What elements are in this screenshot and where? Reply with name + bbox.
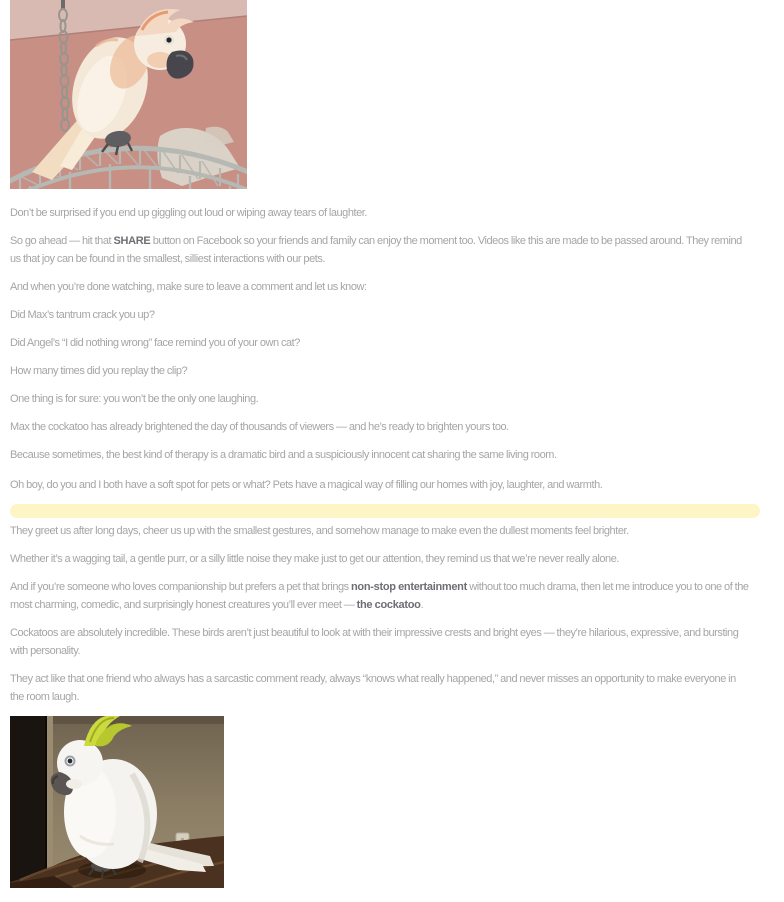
paragraph [10,306,752,324]
body-text: How many times did you replay the clip? [10,365,188,377]
body-text: Did Max’s tantrum crack you up? [10,309,155,321]
body-text: Cockatoos are absolutely incredible. These birds aren’t just beautiful to look at with their impressive crests and bright eyes — they’re hilarious, expressive, and bursting with personality. [10,627,739,657]
body-text: Whether it’s a wagging tail, a gentle purr, or a silly little noise they make just to get our attention, they remind us that we’re never really alone. [10,553,620,565]
body-text: One thing is for sure: you won’t be the only one laughing. [10,393,259,405]
body-text: Don’t be surprised if you end up giggling out loud or wiping away tears of laughter. [10,207,368,219]
paragraph [10,522,752,540]
body-text: button on Facebook so your friends and family can enjoy the moment too. Videos like this are made to be passed around. They remind us that joy can be found in the smallest, silliest interactions with our pets. [10,235,742,265]
paragraph [10,334,752,352]
body-text: So go ahead — hit that [10,235,114,247]
body-text: And if you’re someone who loves companionship but prefers a pet that brings [10,581,352,593]
body-text: Oh boy, do you and I both have a soft spot for pets or what? Pets have a magical way of filling our homes with joy, laughter, and warmth. [10,479,603,491]
paragraph [10,362,752,380]
paragraph [10,550,752,568]
paragraph [10,232,752,268]
emphasis-text: non-stop entertainment [351,581,467,593]
emphasis-text: the cockatoo [356,599,421,611]
body-text: . [420,599,424,611]
body-text: They greet us after long days, cheer us up with the smallest gestures, and somehow manage to make even the dullest moments feel brighter. [10,525,629,537]
moluccan-cockatoo-illustration [10,0,247,189]
body-text: And when you’re done watching, make sure to leave a comment and let us know: [10,281,367,293]
paragraph [10,418,752,436]
sulphur-crested-cockatoo-illustration [10,716,224,888]
paragraph [10,204,752,222]
moluccan-cockatoo-photo [10,0,247,189]
paragraph [10,624,752,660]
body-text: Because sometimes, the best kind of therapy is a dramatic bird and a suspiciously innocent cat sharing the same living room. [10,449,557,461]
body-text: without too much drama, then let me introduce you to one of the most charming, comedic, and surprisingly honest creatures you’ll ever meet — [10,581,749,611]
paragraph [10,670,752,706]
body-text: They act like that one friend who always has a sarcastic comment ready, always “knows what really happened,” and never misses an opportunity to make everyone in the room laugh. [10,673,736,703]
paragraph [10,446,752,464]
highlighted-empty-line [10,504,760,518]
paragraph [10,476,752,494]
paragraph [10,278,752,296]
emphasis-text: SHARE [113,235,151,247]
body-text: Did Angel’s “I did nothing wrong” face remind you of your own cat? [10,337,300,349]
paragraph [10,390,752,408]
body-text: Max the cockatoo has already brightened the day of thousands of viewers — and he’s ready to brighten yours too. [10,421,509,433]
paragraph [10,578,752,614]
article-text [10,204,752,706]
sulphur-crested-cockatoo-photo [10,716,224,888]
